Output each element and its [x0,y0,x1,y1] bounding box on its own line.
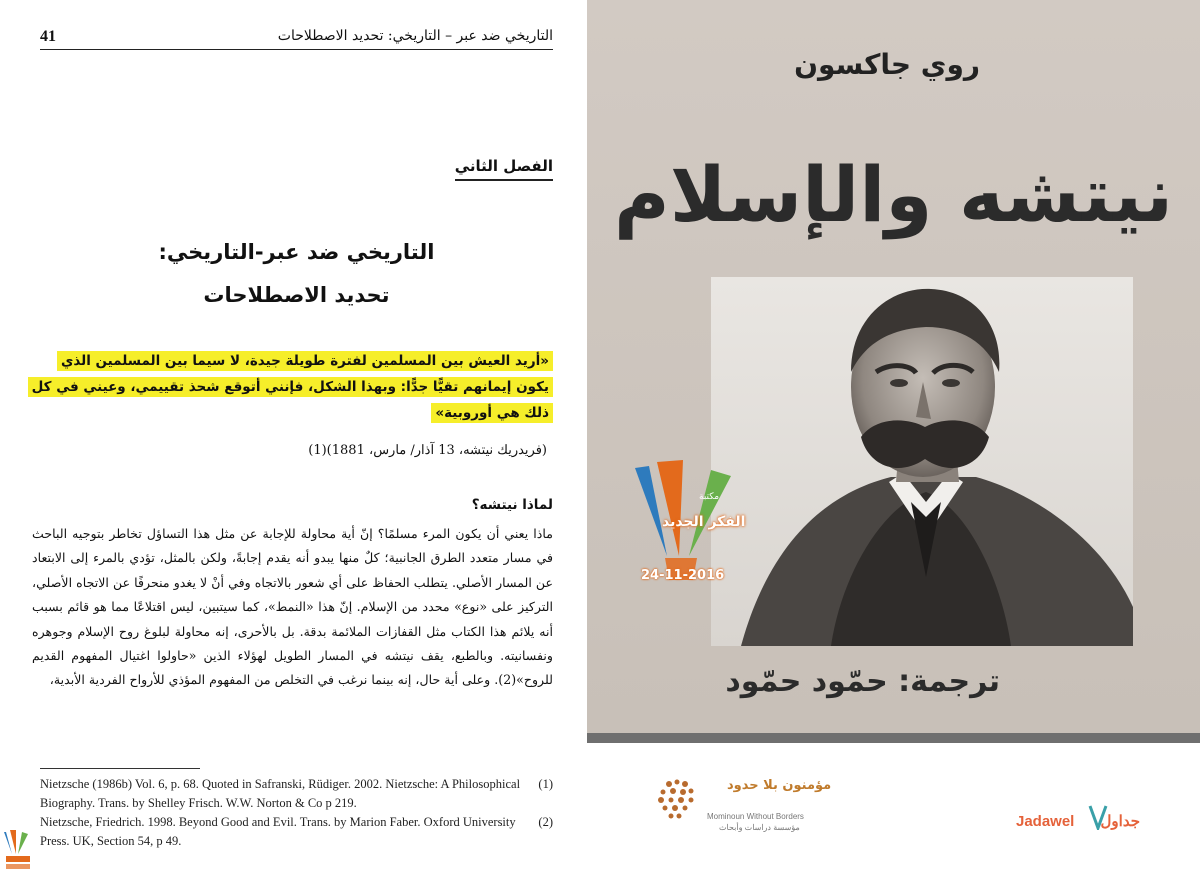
footnote-number: (2) [538,815,553,829]
mominoun-subtitle: مؤسسة دراسات وأبحاث [719,823,800,832]
stamp-date: 24-11-2016 [641,568,725,583]
footnote-text: Nietzsche (1986b) Vol. 6, p. 68. Quoted in Safranski, Rüdiger. 2002. Nietzsche: A Philosophical Biography. Trans. by Shelley Frisch. W.W. Norton & Co p 219. [40,777,521,810]
section-heading: لماذا نيتشه؟ [471,497,553,513]
footnote-number: (1) [538,777,553,791]
chapter-title-line2: تحديد الاصطلاحات [203,283,390,307]
chapter-label: الفصل الثاني [455,157,553,181]
stamp-library-name: الفكر الجديد [662,514,746,530]
book-cover [587,0,1200,885]
footnote-text: Nietzsche, Friedrich. 1998. Beyond Good and Evil. Trans. by Marion Faber. Oxford University Press. UK, Section 54, p 49. [40,815,516,848]
nietzsche-portrait-image [711,277,1133,646]
book-title: نيتشه والإسلام [614,150,1173,239]
footnote [40,813,553,851]
jadawel-v-icon [1088,804,1108,830]
mominoun-arabic-name: مؤمنون بلا حدود [727,778,832,793]
epigraph-quote [24,348,553,426]
author-name: روي جاكسون [794,48,980,81]
mominoun-english-name: Mominoun Without Borders [707,812,804,821]
highlighted-quote-text: «أريد العيش بين المسلمين لفترة طويلة جيدة، لا سيما بين المسلمين الذي يكون إيمانهم تقيًّا جدًّا: وبهذا الشكل، فإنني أتوقع شحذ تقييمي، وعيني في كل ذلك هي أوروبية» [28,351,553,423]
running-header [40,28,553,50]
jadawel-logo [1016,812,1140,830]
book-page-left [0,0,587,885]
jadawel-english-name: Jadawel [1015,813,1075,830]
cover-band [587,733,1200,743]
jadawel-arabic-name: جداول [1100,813,1140,830]
page-number: 41 [40,28,56,45]
footnote [40,775,553,813]
library-logo-icon [0,828,34,880]
stamp-library-label: مكتبة [699,492,720,502]
body-paragraph: ماذا يعني أن يكون المرء مسلمًا؟ إنّ أية محاولة للإجابة عن مثل هذا التساؤل تخاطر بتوجيه الباحث في مسار متعدد الطرق الجانبية؛ كلٌ منها يبدو أنه يقدم إجابةً، ولكن بالمثل، تؤدي بالمرء إلى الابتعاد عن المسار الأصلي. يتطلب الحفاظ على أي شعور بالاتجاه وفي أنْ لا يغدو منحرفًا عن الاتجاه الأصلي، التركيز على «نوع» محدد من الإسلام. إنّ هذا «النمط»، كما سيتبين، ليس اقتلاعًا مما هو قائم بسبب أنه يلائم هذا الكتاب مثل القفازات الملائمة بدقة. بل بالأحرى، إنه محاولة لبلوغ روح الإسلام وجوهره ونفسانيته. وبالطبع، يقف نيتشه في المسار الطويل لهؤلاء الذين «حاولوا اغتيال المفهوم القديم للروح»(2). وعلى أية حال، إنه بينما نرغب في التخلص من المفهوم المؤذي للأرواح الفردية الأبدية، [32,526,553,688]
footnote-divider [40,768,200,769]
chapter-title-line1: التاريخي ضد عبر-التاريخي: [158,240,435,264]
translator-credit: ترجمة: حمّود حمّود [725,664,1000,699]
running-title: التاريخي ضد عبر – التاريخي: تحديد الاصطلاحات [277,28,553,44]
quote-attribution: (فريدريك نيتشه، 13 آذار/ مارس، 1881)(1) [308,443,547,458]
